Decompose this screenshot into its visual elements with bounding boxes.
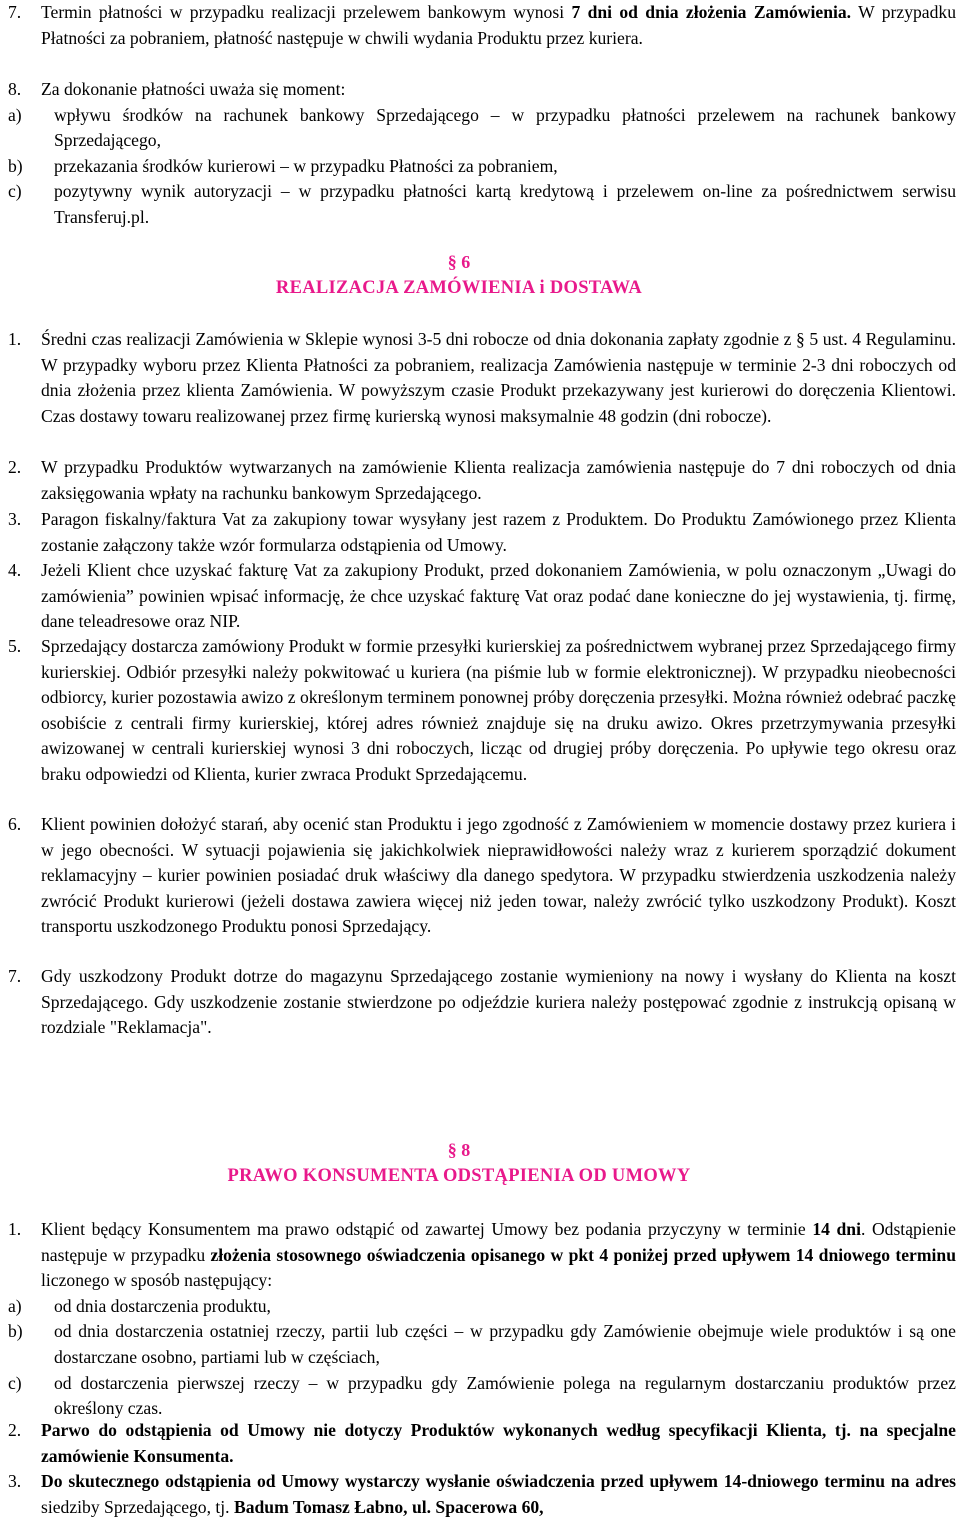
- item-number: 7.: [8, 966, 22, 986]
- s6-item-5: [8, 634, 956, 788]
- item-number: 7.: [8, 2, 22, 22]
- item-text-bold: Do skutecznego odstąpienia od Umowy wystarczy wysłanie oświadczenia przed upływem 14-dniowego terminu na adres: [41, 1471, 956, 1491]
- item-text: Sprzedający dostarcza zamówiony Produkt w formie przesyłki kurierskiej za pośrednictwem wybranej przez Sprzedającego firmy kurierskiej. Odbiór przesyłki należy pokwitować u kuriera (na piśmie lub w formie elektronicznej). W przypadku nieobecności odbiorcy, kurier pozostawia awizo z określonym terminem ponownej próby doręczenia przesyłki. Można również odebrać paczkę osobiście z centrali firmy kurierskiej, której adres również znajduje się na druku awizo. Okres przetrzymywania przesyłki awizowanej w centrali kurierskiej wynosi 3 dni roboczych, licząc od drugiej próby doręczenia. Po upływie tego okresu oraz braku odpowiedzi od Klienta, kurier zwraca Produkt Sprzedającemu.: [41, 636, 957, 784]
- item-number: 5.: [8, 636, 22, 656]
- item-text-part: . Odstąpienie następuje w przypadku: [41, 1219, 956, 1265]
- item-text: [8, 1217, 956, 1422]
- section-title: REALIZACJA ZAMÓWIENIA i DOSTAWA: [275, 277, 643, 298]
- section-6-heading: [0, 250, 918, 301]
- item-number: 1.: [8, 1219, 22, 1239]
- item-text: W przypadku Produktów wytwarzanych na zamówienie Klienta realizacja zamówienia następuje do 7 dni roboczych od dnia zaksięgowania wpłaty na rachunku bankowym Sprzedającego.: [41, 457, 956, 503]
- s6-item-6: [8, 812, 956, 940]
- item-number: 2.: [8, 457, 22, 477]
- item-number: 8.: [8, 79, 22, 99]
- subitem-b: [8, 1319, 956, 1370]
- item-text-bold: Badum Tomasz Łabno, ul. Spacerowa 60,: [233, 1496, 544, 1517]
- list-item-8: [8, 77, 956, 231]
- item-text-bold: złożenia stosownego oświadczenia opisanego w pkt 4 poniżej przed upływem 14 dniowego terminu: [210, 1244, 956, 1265]
- item-text: [8, 77, 956, 231]
- subitem-c: [8, 179, 956, 230]
- subitem-letter: a): [8, 104, 22, 125]
- item-text: Gdy uszkodzony Produkt dotrze do magazynu Sprzedającego zostanie wymieniony na nowy i wysłany do Klienta na koszt Sprzedającego. Gdy uszkodzenie zostanie stwierdzone po odjeździe kuriera należy postępować zgodnie z instrukcją opisaną w rozdziale "Reklamacja".: [41, 966, 956, 1038]
- subitem-a: [8, 103, 956, 154]
- s8-item-2: [8, 1418, 956, 1469]
- item-text: Paragon fiskalny/faktura Vat za zakupiony towar wysyłany jest razem z Produktem. Do Produktu Zamówionego przez Klienta zostanie załączony także wzór formularza odstąpienia od Umowy.: [41, 509, 956, 555]
- subitem-text: wpływu środków na rachunek bankowy Sprzedającego – w przypadku płatności przelewem na rachunek bankowy Sprzedającego,: [54, 104, 956, 151]
- section-number: § 6: [447, 252, 471, 272]
- subitem-text: od dostarczenia pierwszej rzeczy – w przypadku gdy Zamówienie polega na regularnym dostarczaniu produktów przez określony czas.: [54, 1372, 956, 1419]
- item-intro: Za dokonanie płatności uważa się moment:: [41, 79, 346, 99]
- s6-item-7: [8, 964, 956, 1041]
- item-text: Klient powinien dołożyć starań, aby ocenić stan Produktu i jego zgodność z Zamówieniem w momencie dostawy przez kuriera i w jego obecności. W sytuacji pojawienia się jakichkolwiek nieprawidłowości należy wraz z kurierem sporządzić dokument reklamacyjny – kurier powinien posiadać druk właściwy dla danego spedytora. W przypadku stwierdzenia uszkodzenia należy zwrócić Produkt kurierowi (jeżeli dostawa zawiera więcej niż jeden towar, należy zwrócić tylko uszkodzony Produkt). Koszt transportu uszkodzonego Produktu ponosi Sprzedający.: [41, 814, 956, 937]
- item-text: [41, 1418, 956, 1469]
- item-intro: [41, 1217, 956, 1294]
- item-text-bold: 14 dni: [812, 1219, 861, 1239]
- item-text: Jeżeli Klient chce uzyskać fakturę Vat za zakupiony Produkt, przed dokonaniem Zamówienia, w polu oznaczonym „Uwagi do zamówienia” powinien wpisać informację, że chce uzyskać fakturę Vat oraz podać dane konieczne do jej wystawienia, tj. firmę, dane teleadresowe oraz NIP.: [41, 560, 956, 632]
- item-text-bold: Parwo do odstąpienia od Umowy nie dotyczy Produktów wykonanych według specyfikacji Klienta, tj. na specjalne zamówienie Konsumenta.: [41, 1420, 956, 1466]
- subitem-text: od dnia dostarczenia produktu,: [54, 1295, 271, 1316]
- item-text-part: siedziby Sprzedającego, tj.: [41, 1496, 234, 1517]
- item-text-part: Termin płatności w przypadku realizacji przelewem bankowym wynosi: [41, 2, 572, 22]
- section-number: § 8: [447, 1140, 471, 1160]
- subitem-letter: b): [8, 155, 23, 176]
- subitem-a: [8, 1294, 956, 1320]
- item-text-bold: 7 dni od dnia złożenia Zamówienia.: [571, 2, 852, 22]
- subitem-text: pozytywny wynik autoryzacji – w przypadku płatności kartą kredytową i przelewem on-line za pośrednictwem serwisu Transferuj.pl.: [54, 181, 956, 227]
- s6-item-4: [8, 558, 956, 635]
- s6-item-3: [8, 507, 956, 558]
- subitem-text: przekazania środków kurierowi – w przypadku Płatności za pobraniem,: [54, 155, 558, 176]
- item-number: 6.: [8, 814, 22, 834]
- item-number: 3.: [8, 509, 22, 529]
- item-number: 2.: [8, 1420, 22, 1440]
- item-text: Średni czas realizacji Zamówienia w Sklepie wynosi 3-5 dni robocze od dnia dokonania zapłaty zgodnie z § 5 ust. 4 Regulaminu. W przypadky wyboru przez Klienta Płatności za pobraniem, realizacja Zamówienia następuje w terminie 2-3 dni roboczych od dnia złożenia przez klienta Zamówienia. W powyższym czasie Produkt przekazywany jest kurierowi do doręczenia Klientowi. Czas dostawy towaru realizowanej przez firmę kurierską wynosi maksymalnie 48 godzin (dni robocze).: [41, 329, 956, 426]
- item-text: [41, 0, 956, 51]
- section-title: PRAWO KONSUMENTA ODSTĄPIENIA OD UMOWY: [227, 1165, 691, 1186]
- item-text-part: liczonego w sposób następujący:: [41, 1270, 273, 1291]
- list-item-7: [8, 0, 956, 51]
- item-number: 4.: [8, 560, 22, 580]
- s8-item-3: [8, 1469, 956, 1520]
- item-number: 1.: [8, 329, 22, 349]
- subitem-letter: b): [8, 1321, 23, 1342]
- section-8-heading: [0, 1138, 918, 1189]
- item-text-part: W przypadku Płatności za pobraniem, płatność następuje w chwili wydania Produktu przez kuriera.: [41, 2, 957, 48]
- s6-item-1: [8, 327, 956, 429]
- subitem-letter: c): [8, 181, 22, 202]
- item-text: [41, 1469, 956, 1520]
- s6-item-2: [8, 455, 956, 506]
- item-number: 3.: [8, 1471, 22, 1491]
- subitem-text: od dnia dostarczenia ostatniej rzeczy, partii lub części – w przypadku gdy Zamówienie obejmuje wiele produktów i są one dostarczane osobno, partiami lub w częściach,: [54, 1321, 956, 1367]
- item-text-part: Klient będący Konsumentem ma prawo odstąpić od zawartej Umowy bez podania przyczyny w terminie: [41, 1219, 813, 1239]
- subitem-c: [8, 1371, 956, 1422]
- subitem-b: [8, 154, 956, 180]
- subitem-letter: c): [8, 1372, 22, 1393]
- s8-item-1: [8, 1217, 956, 1422]
- subitem-letter: a): [8, 1295, 22, 1316]
